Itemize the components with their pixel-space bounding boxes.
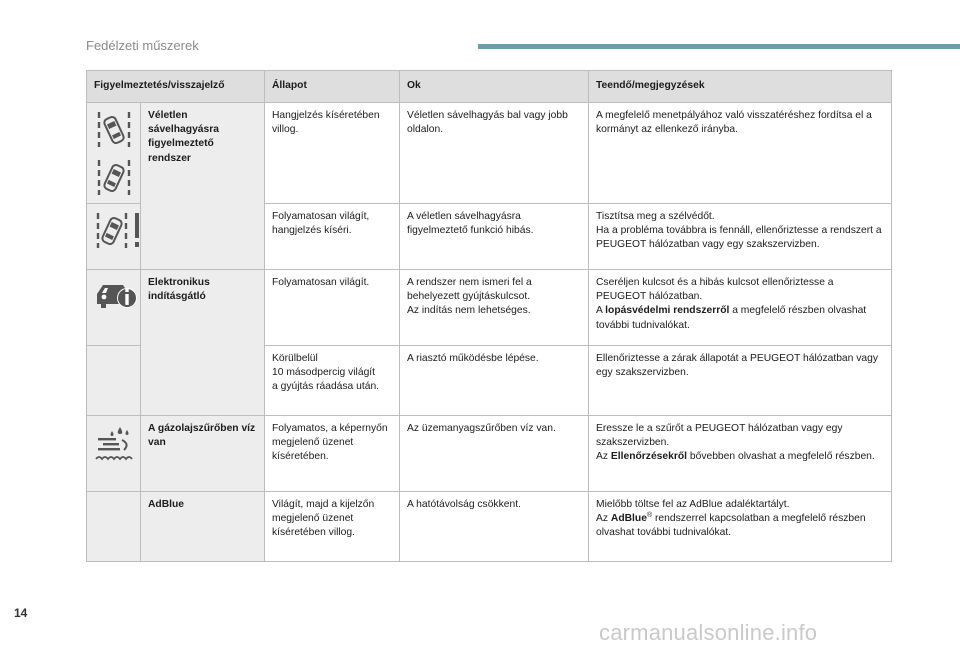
action-line — [596, 304, 884, 332]
state-cell: Hangjelzés kíséretében villog. — [265, 103, 400, 204]
action-line: Cseréljen kulcsot és a hibás kulcsot ellenőriztesse a PEUGEOT hálózatban. — [596, 277, 834, 303]
icon-cell — [87, 204, 141, 270]
action-line — [596, 512, 884, 540]
lane-departure-left-icon — [94, 109, 134, 149]
action-cell — [589, 204, 892, 270]
action-line — [596, 450, 884, 464]
cause-line: A rendszer nem ismeri fel a behelyezett gyújtáskulcsot. — [407, 277, 532, 303]
action-line: Tisztítsa meg a szélvédőt. — [596, 211, 715, 222]
cause-cell: A riasztó működésbe lépése. — [400, 346, 589, 416]
action-emphasis: AdBlue — [610, 513, 647, 525]
action-text: A — [596, 305, 606, 317]
table-header-row — [87, 71, 892, 103]
watermark: carmanualsonline.info — [599, 620, 818, 645]
registered-mark: ® — [646, 512, 653, 520]
icon-cell — [87, 416, 141, 492]
action-cell: A megfelelő menetpályához való visszatéréshez fordítsa el a kormányt az ellenkező irányba. — [589, 103, 892, 204]
lane-departure-fault-icon — [94, 210, 144, 250]
state-cell: Világít, majd a kijelzőn megjelenő üzenet kíséretében villog. — [265, 492, 400, 562]
icon-cell — [87, 103, 141, 204]
warning-label: Elektronikus indításgátló — [141, 270, 265, 416]
table-row — [87, 270, 892, 346]
cause-cell: Az üzemanyagszűrőben víz van. — [400, 416, 589, 492]
lane-departure-right-icon — [94, 157, 134, 197]
action-text: a megfelelő részben olvashat további tudnivalókat. — [596, 305, 867, 331]
cause-line: Az indítás nem lehetséges. — [407, 305, 531, 317]
action-cell — [589, 270, 892, 346]
action-emphasis: lopásvédelmi rendszerről — [605, 305, 730, 317]
warning-label: A gázolajszűrőben víz van — [141, 416, 265, 492]
state-cell: Folyamatosan világít, hangjelzés kíséri. — [265, 204, 400, 270]
page-number: 14 — [14, 606, 28, 620]
action-text: Az — [596, 451, 611, 463]
section-title: Fedélzeti műszerek — [86, 38, 199, 53]
state-cell: Folyamatos, a képernyőn megjelenő üzenet kíséretében. — [265, 416, 400, 492]
state-line: Körülbelül — [272, 353, 318, 364]
table-row — [87, 103, 892, 204]
warning-label: Véletlen sávelhagyásra figyelmeztető rendszer — [141, 103, 265, 270]
icon-cell — [87, 492, 141, 562]
icon-cell — [87, 270, 141, 346]
state-line: a gyújtás ráadása után. — [272, 381, 380, 393]
action-emphasis: Ellenőrzésekről — [610, 451, 688, 463]
state-line: 10 másodpercig világít — [272, 367, 376, 379]
column-header-warning: Figyelmeztetés/visszajelző — [87, 71, 265, 103]
action-line: Ha a probléma továbbra is fennáll, ellenőriztesse a rendszert a PEUGEOT hálózatban vagy egy szakszervizben. — [596, 225, 882, 251]
action-line: Eressze le a szűrőt a PEUGEOT hálózatban vagy egy szakszervizben. — [596, 423, 843, 449]
column-header-cause: Ok — [400, 71, 589, 103]
action-text: Az — [596, 513, 611, 525]
immobiliser-key-icon — [94, 280, 138, 310]
state-cell: Folyamatosan világít. — [265, 270, 400, 346]
header-accent-bar — [478, 44, 960, 49]
cause-cell — [400, 270, 589, 346]
column-header-state: Állapot — [265, 71, 400, 103]
table-row — [87, 492, 892, 562]
cause-cell: A hatótávolság csökkent. — [400, 492, 589, 562]
state-cell — [265, 346, 400, 416]
table-row — [87, 416, 892, 492]
cause-cell: A véletlen sávelhagyásra figyelmeztető funkció hibás. — [400, 204, 589, 270]
icon-cell — [87, 346, 141, 416]
action-cell — [589, 492, 892, 562]
warning-label: AdBlue — [141, 492, 265, 562]
warning-lights-table — [86, 70, 892, 562]
action-line: Mielőbb töltse fel az AdBlue adaléktartályt. — [596, 499, 790, 510]
cause-cell: Véletlen sávelhagyás bal vagy jobb oldalon. — [400, 103, 589, 204]
action-text: bővebben olvashat a megfelelő részben. — [687, 451, 875, 463]
action-cell: Ellenőriztesse a zárak állapotát a PEUGEOT hálózatban vagy egy szakszervizben. — [589, 346, 892, 416]
column-header-action: Teendő/megjegyzések — [589, 71, 892, 103]
action-text: rendszerrel kapcsolatban a megfelelő részben olvashat további tudnivalókat. — [596, 513, 866, 539]
action-cell — [589, 416, 892, 492]
water-in-fuel-filter-icon — [94, 424, 136, 462]
